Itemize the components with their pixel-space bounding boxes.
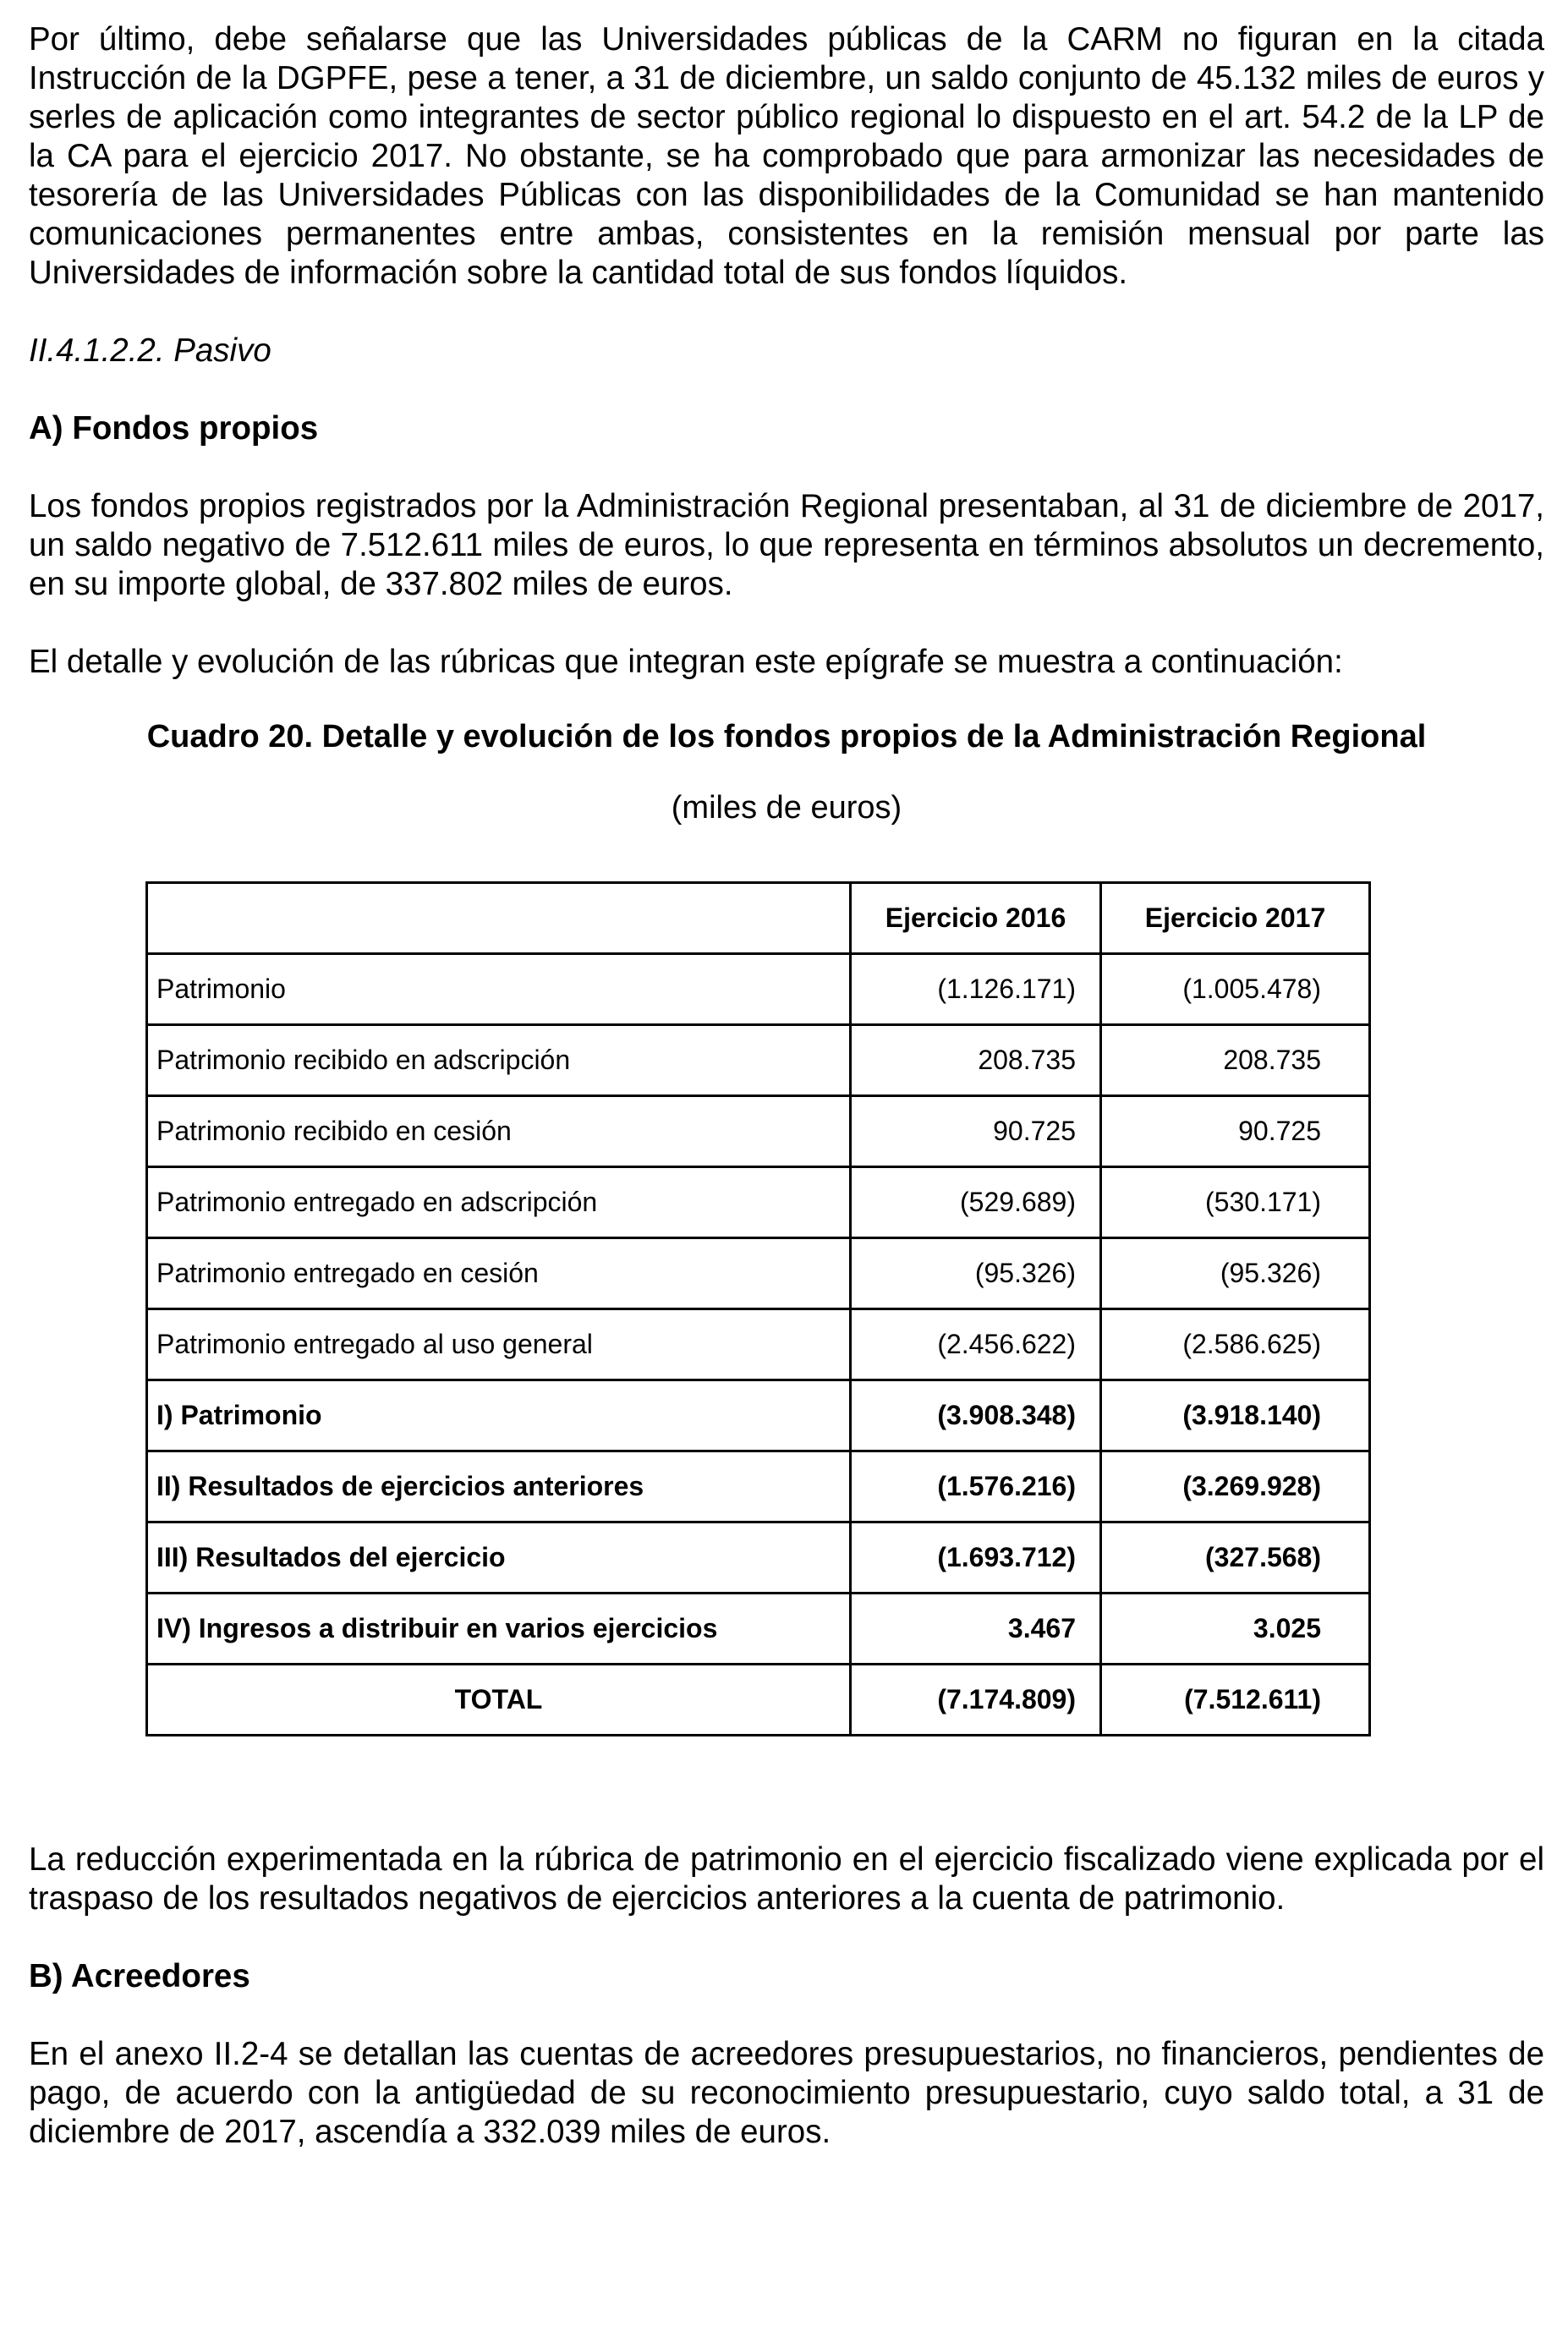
row-value-2016: (1.126.171)	[851, 954, 1101, 1025]
section-heading: II.4.1.2.2. Pasivo	[29, 332, 271, 369]
row-concept: III) Resultados del ejercicio	[147, 1522, 851, 1594]
table-row-subtotal	[147, 1380, 1370, 1451]
row-value-2016: 90.725	[851, 1096, 1101, 1167]
fondos-propios-paragraph-1: Los fondos propios registrados por la Administración Regional presentaban, al 31 de diciembre de 2017, un saldo negativo de 7.512.611 miles de euros, lo que representa en términos absolutos un decremento, en su importe global, de 337.802 miles de euros.	[29, 488, 1544, 602]
row-concept: II) Resultados de ejercicios anteriores	[147, 1451, 851, 1522]
row-concept: Patrimonio entregado al uso general	[147, 1309, 851, 1380]
row-value-2016: (1.576.216)	[851, 1451, 1101, 1522]
row-concept: Patrimonio recibido en cesión	[147, 1096, 851, 1167]
row-value-2017: 90.725	[1101, 1096, 1370, 1167]
row-value-2017: 3.025	[1101, 1594, 1370, 1665]
table-row-total	[147, 1665, 1370, 1736]
acreedores-heading: B) Acreedores	[29, 1958, 250, 1994]
table-row-subtotal	[147, 1522, 1370, 1594]
row-concept: I) Patrimonio	[147, 1380, 851, 1451]
row-value-2017: (95.326)	[1101, 1238, 1370, 1309]
row-value-2017: (3.269.928)	[1101, 1451, 1370, 1522]
fondos-propios-heading: A) Fondos propios	[29, 410, 319, 447]
table-units: (miles de euros)	[671, 790, 902, 826]
header-ejercicio-2016: Ejercicio 2016	[851, 883, 1101, 954]
row-value-2016: (95.326)	[851, 1238, 1101, 1309]
header-ejercicio-2017: Ejercicio 2017	[1101, 883, 1370, 954]
row-value-2016: (1.693.712)	[851, 1522, 1101, 1594]
table-row	[147, 954, 1370, 1025]
intro-paragraph: Por último, debe señalarse que las Universidades públicas de la CARM no figuran en la citada Instrucción de la DGPFE, pese a tener, a 31 de diciembre, un saldo conjunto de 45.132 miles de euros y serles de aplicación como integrantes de sector público regional lo dispuesto en el art. 54.2 de la LP de la CA para el ejercicio 2017. No obstante, se ha comprobado que para armonizar las necesidades de tesorería de las Universidades Públicas con las disponibilidades de la Comunidad se han mantenido comunicaciones permanentes entre ambas, consistentes en la remisión mensual por parte las Universidades de información sobre la cantidad total de sus fondos líquidos.	[29, 21, 1544, 291]
acreedores-paragraph: En el anexo II.2-4 se detallan las cuentas de acreedores presupuestarios, no financieros, pendientes de pago, de acuerdo con la antigüedad de su reconocimiento presupuestario, cuyo saldo total, a 31 de diciembre de 2017, ascendía a 332.039 miles de euros.	[29, 2036, 1544, 2150]
table-header-row	[147, 883, 1370, 954]
row-value-2016: 3.467	[851, 1594, 1101, 1665]
row-concept: Patrimonio	[147, 954, 851, 1025]
header-concept	[147, 883, 851, 954]
row-concept: IV) Ingresos a distribuir en varios ejercicios	[147, 1594, 851, 1665]
document-page	[29, 20, 1544, 827]
table-row-subtotal	[147, 1451, 1370, 1522]
row-value-2017: (3.918.140)	[1101, 1380, 1370, 1451]
after-table-section	[29, 1841, 1544, 2152]
row-value-2016: (2.456.622)	[851, 1309, 1101, 1380]
row-concept: Patrimonio entregado en adscripción	[147, 1167, 851, 1238]
fondos-propios-paragraph-2: El detalle y evolución de las rúbricas que integran este epígrafe se muestra a continuación:	[29, 644, 1343, 680]
table-row	[147, 1025, 1370, 1096]
table-row	[147, 1238, 1370, 1309]
after-table-paragraph: La reducción experimentada en la rúbrica de patrimonio en el ejercicio fiscalizado viene explicada por el traspaso de los resultados negativos de ejercicios anteriores a la cuenta de patrimonio.	[29, 1841, 1544, 1917]
table-caption: Cuadro 20. Detalle y evolución de los fondos propios de la Administración Regional	[146, 719, 1427, 754]
total-value-2017: (7.512.611)	[1101, 1665, 1370, 1736]
row-value-2017: (2.586.625)	[1101, 1309, 1370, 1380]
fondos-propios-table	[145, 881, 1371, 1736]
row-value-2017: (1.005.478)	[1101, 954, 1370, 1025]
row-value-2017: (327.568)	[1101, 1522, 1370, 1594]
table-row-subtotal	[147, 1594, 1370, 1665]
row-concept: Patrimonio entregado en cesión	[147, 1238, 851, 1309]
total-label: TOTAL	[147, 1665, 851, 1736]
total-value-2016: (7.174.809)	[851, 1665, 1101, 1736]
table-row	[147, 1309, 1370, 1380]
row-concept: Patrimonio recibido en adscripción	[147, 1025, 851, 1096]
row-value-2016: 208.735	[851, 1025, 1101, 1096]
table-row	[147, 1167, 1370, 1238]
row-value-2016: (3.908.348)	[851, 1380, 1101, 1451]
table-row	[147, 1096, 1370, 1167]
row-value-2017: 208.735	[1101, 1025, 1370, 1096]
row-value-2016: (529.689)	[851, 1167, 1101, 1238]
row-value-2017: (530.171)	[1101, 1167, 1370, 1238]
